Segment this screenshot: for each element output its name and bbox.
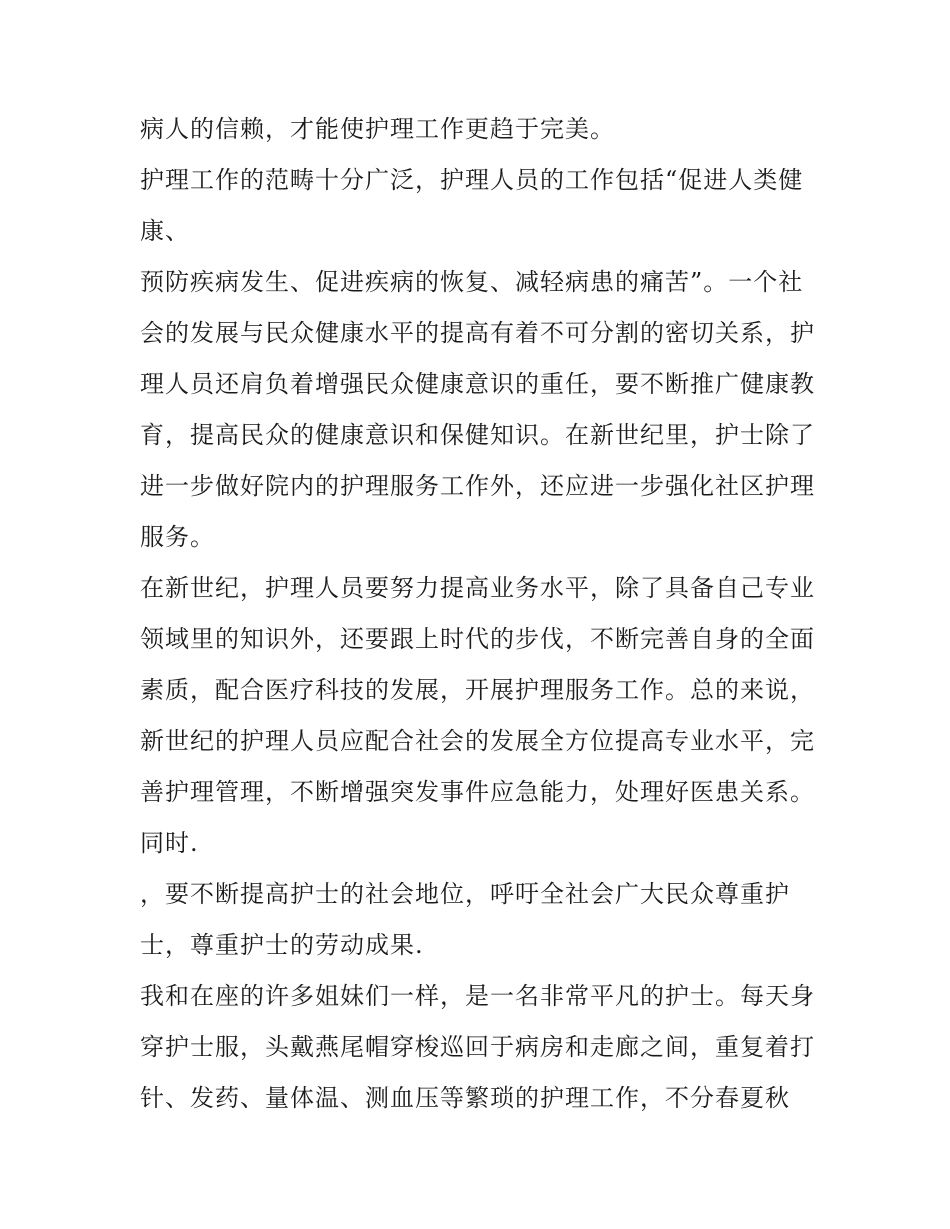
- text-line: ，要不断提高护士的社会地位，呼吁全社会广大民众尊重护: [140, 880, 790, 908]
- text-line: 病人的信赖，才能使护理工作更趋于完美。: [140, 115, 615, 143]
- text-line: 预防疾病发生、促进疾病的恢复、减轻病患的痛苦”。一个社: [140, 268, 804, 296]
- text-line: 理人员还肩负着增强民众健康意识的重任，要不断推广健康教: [140, 370, 815, 398]
- text-line: 针、发药、量体温、测血压等繁琐的护理工作，不分春夏秋: [140, 1084, 790, 1112]
- document-body: [140, 104, 820, 1124]
- text-line: 康、: [140, 217, 190, 245]
- text-line: 会的发展与民众健康水平的提高有着不可分割的密切关系，护: [140, 319, 815, 347]
- text-line: 同时.: [140, 829, 199, 857]
- text-line: 服务。: [140, 523, 215, 551]
- text-line: 进一步做好院内的护理服务工作外，还应进一步强化社区护理: [140, 472, 815, 500]
- text-line: 护理工作的范畴十分广泛，护理人员的工作包括“促进人类健: [140, 166, 804, 194]
- text-line: 我和在座的许多姐妹们一样，是一名非常平凡的护士。每天身: [140, 982, 815, 1010]
- text-line: 育，提高民众的健康意识和保健知识。在新世纪里，护士除了: [140, 421, 815, 449]
- text-line: 穿护士服，头戴燕尾帽穿梭巡回于病房和走廊之间，重复着打: [140, 1033, 815, 1061]
- text-line: 领域里的知识外，还要跟上时代的步伐，不断完善自身的全面: [140, 625, 815, 653]
- text-line: 新世纪的护理人员应配合社会的发展全方位提高专业水平，完: [140, 727, 815, 755]
- text-line: 士，尊重护士的劳动成果.: [140, 931, 424, 959]
- text-line: 在新世纪，护理人员要努力提高业务水平，除了具备自己专业: [140, 574, 815, 602]
- text-line: 善护理管理，不断增强突发事件应急能力，处理好医患关系。: [140, 778, 815, 806]
- text-line: 素质，配合医疗科技的发展，开展护理服务工作。总的来说，: [140, 676, 815, 704]
